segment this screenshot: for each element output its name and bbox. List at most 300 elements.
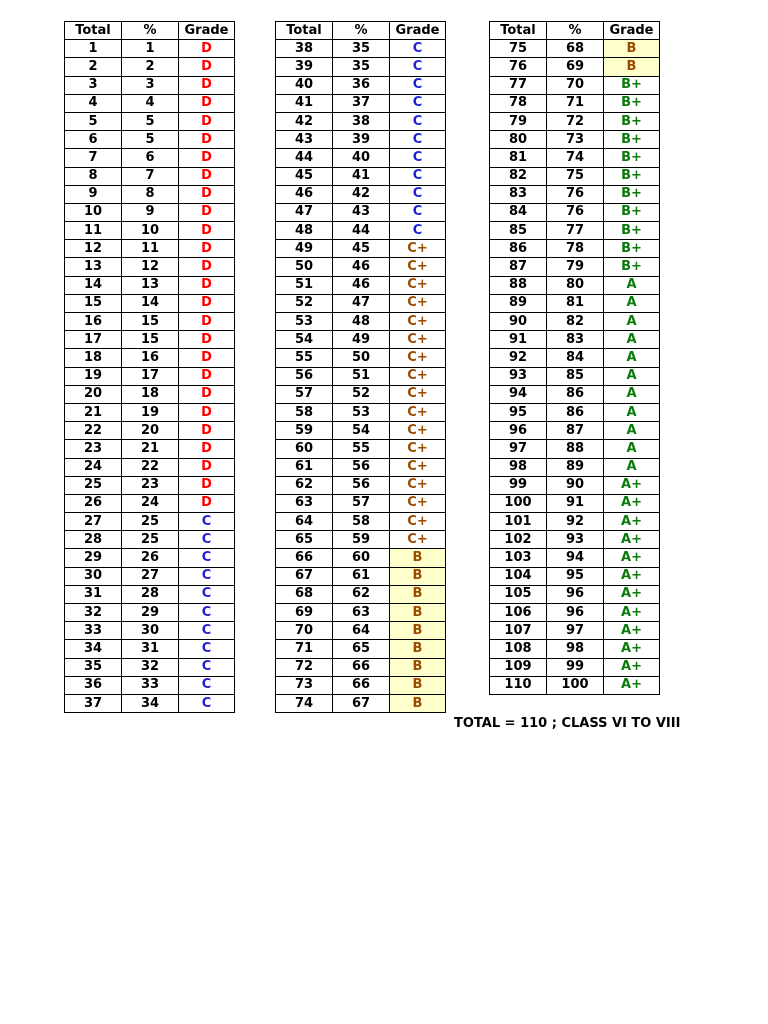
cell-grade: C [179, 622, 235, 640]
cell-percent: 43 [333, 203, 390, 221]
table-row [490, 549, 660, 567]
cell-percent: 16 [122, 349, 179, 367]
cell-total: 22 [65, 422, 122, 440]
table-row [490, 440, 660, 458]
cell-percent: 13 [122, 276, 179, 294]
cell-percent: 80 [547, 276, 604, 294]
cell-percent: 33 [122, 676, 179, 694]
cell-percent: 98 [547, 640, 604, 658]
cell-total: 27 [65, 513, 122, 531]
cell-grade: D [179, 422, 235, 440]
table-row [65, 149, 235, 167]
table-row [276, 513, 446, 531]
cell-total: 10 [65, 203, 122, 221]
cell-total: 102 [490, 531, 547, 549]
cell-total: 69 [276, 604, 333, 622]
cell-grade: C+ [390, 440, 446, 458]
cell-total: 23 [65, 440, 122, 458]
cell-grade: B [390, 622, 446, 640]
cell-percent: 26 [122, 549, 179, 567]
cell-total: 39 [276, 58, 333, 76]
cell-total: 28 [65, 531, 122, 549]
cell-grade: C [390, 203, 446, 221]
cell-grade: B+ [604, 149, 660, 167]
cell-grade: C [390, 112, 446, 130]
cell-total: 86 [490, 240, 547, 258]
cell-grade: C [390, 131, 446, 149]
cell-total: 12 [65, 240, 122, 258]
cell-grade: B+ [604, 203, 660, 221]
grade-table-3 [489, 21, 660, 695]
cell-grade: C+ [390, 422, 446, 440]
cell-percent: 90 [547, 476, 604, 494]
cell-percent: 10 [122, 222, 179, 240]
cell-percent: 55 [333, 440, 390, 458]
cell-percent: 29 [122, 604, 179, 622]
cell-percent: 52 [333, 385, 390, 403]
cell-grade: C [179, 640, 235, 658]
cell-total: 29 [65, 549, 122, 567]
cell-grade: D [179, 258, 235, 276]
table-row [65, 112, 235, 130]
table-row [276, 203, 446, 221]
table-row [65, 94, 235, 112]
table-row [65, 131, 235, 149]
header-grade: Grade [179, 22, 235, 40]
cell-percent: 56 [333, 476, 390, 494]
cell-percent: 97 [547, 622, 604, 640]
cell-total: 35 [65, 658, 122, 676]
table-row [276, 349, 446, 367]
cell-percent: 27 [122, 567, 179, 585]
table-row [276, 604, 446, 622]
cell-total: 14 [65, 276, 122, 294]
table-row [490, 567, 660, 585]
header-total: Total [490, 22, 547, 40]
cell-grade: C [179, 531, 235, 549]
table-row [490, 112, 660, 130]
cell-percent: 11 [122, 240, 179, 258]
cell-grade: D [179, 167, 235, 185]
table-row [65, 276, 235, 294]
cell-percent: 18 [122, 385, 179, 403]
grade-table-1 [64, 21, 235, 713]
cell-total: 53 [276, 313, 333, 331]
cell-grade: B+ [604, 222, 660, 240]
cell-grade: D [179, 276, 235, 294]
cell-percent: 44 [333, 222, 390, 240]
table-row [490, 458, 660, 476]
cell-total: 88 [490, 276, 547, 294]
cell-grade: B+ [604, 112, 660, 130]
table-row [65, 585, 235, 603]
cell-grade: D [179, 40, 235, 58]
cell-percent: 37 [333, 94, 390, 112]
cell-total: 9 [65, 185, 122, 203]
table-row [490, 604, 660, 622]
cell-percent: 96 [547, 585, 604, 603]
cell-percent: 47 [333, 294, 390, 312]
cell-grade: B+ [604, 76, 660, 94]
cell-percent: 39 [333, 131, 390, 149]
cell-total: 95 [490, 403, 547, 421]
cell-total: 94 [490, 385, 547, 403]
cell-total: 68 [276, 585, 333, 603]
cell-grade: C+ [390, 313, 446, 331]
cell-total: 58 [276, 403, 333, 421]
cell-percent: 73 [547, 131, 604, 149]
cell-percent: 1 [122, 40, 179, 58]
cell-grade: A+ [604, 531, 660, 549]
table-row [276, 622, 446, 640]
cell-percent: 62 [333, 585, 390, 603]
cell-total: 11 [65, 222, 122, 240]
cell-grade: C [179, 658, 235, 676]
table-row [276, 94, 446, 112]
table-row [490, 349, 660, 367]
header-total: Total [65, 22, 122, 40]
table-row [65, 694, 235, 712]
table-row [276, 167, 446, 185]
cell-percent: 91 [547, 494, 604, 512]
table-row [65, 458, 235, 476]
cell-grade: A [604, 294, 660, 312]
cell-total: 52 [276, 294, 333, 312]
cell-total: 2 [65, 58, 122, 76]
cell-percent: 41 [333, 167, 390, 185]
cell-grade: C [390, 76, 446, 94]
cell-percent: 69 [547, 58, 604, 76]
cell-grade: A [604, 276, 660, 294]
cell-grade: B [390, 640, 446, 658]
cell-percent: 6 [122, 149, 179, 167]
table-row [276, 313, 446, 331]
cell-grade: A+ [604, 604, 660, 622]
table-row [276, 185, 446, 203]
cell-total: 50 [276, 258, 333, 276]
cell-grade: D [179, 458, 235, 476]
table-row [276, 331, 446, 349]
cell-grade: B [604, 58, 660, 76]
cell-total: 3 [65, 76, 122, 94]
table-row [65, 513, 235, 531]
cell-total: 110 [490, 676, 547, 694]
cell-grade: D [179, 94, 235, 112]
cell-percent: 66 [333, 676, 390, 694]
cell-percent: 36 [333, 76, 390, 94]
cell-total: 104 [490, 567, 547, 585]
cell-grade: B [390, 549, 446, 567]
cell-grade: D [179, 76, 235, 94]
cell-total: 87 [490, 258, 547, 276]
cell-grade: C+ [390, 349, 446, 367]
cell-percent: 22 [122, 458, 179, 476]
cell-grade: C+ [390, 476, 446, 494]
cell-total: 34 [65, 640, 122, 658]
table-row [490, 640, 660, 658]
cell-grade: D [179, 494, 235, 512]
cell-total: 25 [65, 476, 122, 494]
cell-grade: C [390, 167, 446, 185]
table-row [276, 385, 446, 403]
table-row [65, 76, 235, 94]
cell-total: 82 [490, 167, 547, 185]
cell-total: 38 [276, 40, 333, 58]
table-row [65, 203, 235, 221]
header-row [276, 22, 446, 40]
cell-total: 77 [490, 76, 547, 94]
cell-total: 1 [65, 40, 122, 58]
cell-total: 36 [65, 676, 122, 694]
cell-total: 73 [276, 676, 333, 694]
table-row [276, 440, 446, 458]
table-row [490, 203, 660, 221]
cell-total: 57 [276, 385, 333, 403]
cell-percent: 28 [122, 585, 179, 603]
cell-total: 103 [490, 549, 547, 567]
cell-total: 18 [65, 349, 122, 367]
table-row [65, 567, 235, 585]
cell-percent: 9 [122, 203, 179, 221]
cell-percent: 46 [333, 258, 390, 276]
cell-percent: 54 [333, 422, 390, 440]
cell-grade: C [390, 185, 446, 203]
cell-percent: 99 [547, 658, 604, 676]
cell-grade: B [390, 567, 446, 585]
cell-total: 80 [490, 131, 547, 149]
cell-percent: 96 [547, 604, 604, 622]
cell-percent: 88 [547, 440, 604, 458]
cell-percent: 57 [333, 494, 390, 512]
cell-total: 13 [65, 258, 122, 276]
cell-percent: 60 [333, 549, 390, 567]
cell-total: 31 [65, 585, 122, 603]
table-row [276, 276, 446, 294]
table-row [65, 676, 235, 694]
cell-percent: 92 [547, 513, 604, 531]
cell-grade: A [604, 349, 660, 367]
cell-grade: B+ [604, 131, 660, 149]
cell-grade: C [390, 40, 446, 58]
cell-total: 105 [490, 585, 547, 603]
cell-total: 54 [276, 331, 333, 349]
table-row [65, 40, 235, 58]
table-row [65, 313, 235, 331]
cell-total: 17 [65, 331, 122, 349]
table-row [276, 494, 446, 512]
cell-total: 56 [276, 367, 333, 385]
cell-grade: A [604, 313, 660, 331]
cell-percent: 61 [333, 567, 390, 585]
cell-percent: 75 [547, 167, 604, 185]
cell-grade: C [179, 549, 235, 567]
cell-grade: D [179, 403, 235, 421]
cell-total: 75 [490, 40, 547, 58]
cell-total: 19 [65, 367, 122, 385]
table-row [490, 531, 660, 549]
cell-percent: 89 [547, 458, 604, 476]
cell-total: 84 [490, 203, 547, 221]
cell-total: 46 [276, 185, 333, 203]
cell-total: 71 [276, 640, 333, 658]
table-row [276, 658, 446, 676]
header-percent: % [333, 22, 390, 40]
table-row [490, 367, 660, 385]
cell-grade: D [179, 331, 235, 349]
cell-percent: 67 [333, 694, 390, 712]
cell-total: 21 [65, 403, 122, 421]
cell-total: 72 [276, 658, 333, 676]
cell-total: 55 [276, 349, 333, 367]
header-percent: % [122, 22, 179, 40]
cell-grade: C+ [390, 276, 446, 294]
cell-percent: 66 [333, 658, 390, 676]
cell-percent: 82 [547, 313, 604, 331]
cell-grade: C+ [390, 385, 446, 403]
cell-percent: 74 [547, 149, 604, 167]
cell-percent: 17 [122, 367, 179, 385]
cell-total: 67 [276, 567, 333, 585]
table-row [65, 385, 235, 403]
table-row [65, 476, 235, 494]
cell-percent: 94 [547, 549, 604, 567]
cell-percent: 38 [333, 112, 390, 130]
cell-total: 45 [276, 167, 333, 185]
cell-grade: D [179, 149, 235, 167]
cell-total: 65 [276, 531, 333, 549]
footer-note: TOTAL = 110 ; CLASS VI TO VIII [454, 716, 681, 731]
table-row [276, 367, 446, 385]
cell-total: 62 [276, 476, 333, 494]
cell-percent: 83 [547, 331, 604, 349]
table-row [490, 676, 660, 694]
cell-grade: C+ [390, 531, 446, 549]
cell-total: 97 [490, 440, 547, 458]
table-row [490, 167, 660, 185]
cell-grade: B+ [604, 185, 660, 203]
cell-grade: D [179, 203, 235, 221]
cell-grade: B+ [604, 258, 660, 276]
cell-percent: 40 [333, 149, 390, 167]
cell-total: 109 [490, 658, 547, 676]
table-row [65, 422, 235, 440]
cell-grade: C+ [390, 367, 446, 385]
table-row [276, 240, 446, 258]
cell-percent: 50 [333, 349, 390, 367]
table-row [490, 403, 660, 421]
table-row [276, 403, 446, 421]
cell-percent: 85 [547, 367, 604, 385]
header-grade: Grade [604, 22, 660, 40]
table-row [490, 40, 660, 58]
table-row [276, 694, 446, 712]
cell-grade: C [179, 694, 235, 712]
cell-total: 44 [276, 149, 333, 167]
cell-percent: 8 [122, 185, 179, 203]
table-row [490, 240, 660, 258]
cell-total: 70 [276, 622, 333, 640]
cell-percent: 70 [547, 76, 604, 94]
cell-percent: 24 [122, 494, 179, 512]
cell-grade: D [179, 476, 235, 494]
table-row [490, 58, 660, 76]
cell-grade: A+ [604, 476, 660, 494]
cell-grade: B+ [604, 94, 660, 112]
cell-percent: 14 [122, 294, 179, 312]
cell-percent: 84 [547, 349, 604, 367]
cell-total: 5 [65, 112, 122, 130]
cell-percent: 76 [547, 185, 604, 203]
table-row [65, 622, 235, 640]
cell-grade: C+ [390, 494, 446, 512]
cell-total: 41 [276, 94, 333, 112]
cell-total: 98 [490, 458, 547, 476]
cell-grade: C [390, 222, 446, 240]
cell-grade: D [179, 240, 235, 258]
cell-percent: 76 [547, 203, 604, 221]
cell-total: 61 [276, 458, 333, 476]
header-row [490, 22, 660, 40]
cell-grade: D [179, 367, 235, 385]
cell-percent: 53 [333, 403, 390, 421]
cell-percent: 21 [122, 440, 179, 458]
cell-grade: A+ [604, 658, 660, 676]
cell-grade: A [604, 458, 660, 476]
cell-grade: D [179, 58, 235, 76]
cell-grade: C [390, 58, 446, 76]
cell-percent: 5 [122, 131, 179, 149]
table-row [65, 240, 235, 258]
table-row [490, 385, 660, 403]
cell-percent: 95 [547, 567, 604, 585]
cell-total: 83 [490, 185, 547, 203]
cell-percent: 64 [333, 622, 390, 640]
cell-total: 6 [65, 131, 122, 149]
cell-total: 4 [65, 94, 122, 112]
cell-grade: A+ [604, 513, 660, 531]
table-row [276, 40, 446, 58]
table-row [490, 185, 660, 203]
cell-grade: D [179, 349, 235, 367]
cell-total: 59 [276, 422, 333, 440]
table-row [490, 294, 660, 312]
table-row [65, 331, 235, 349]
cell-total: 20 [65, 385, 122, 403]
cell-total: 33 [65, 622, 122, 640]
cell-grade: A [604, 331, 660, 349]
cell-total: 93 [490, 367, 547, 385]
cell-percent: 30 [122, 622, 179, 640]
cell-total: 47 [276, 203, 333, 221]
cell-grade: D [179, 131, 235, 149]
table-row [65, 604, 235, 622]
cell-grade: B [390, 604, 446, 622]
cell-total: 24 [65, 458, 122, 476]
cell-total: 107 [490, 622, 547, 640]
table-row [65, 222, 235, 240]
cell-percent: 42 [333, 185, 390, 203]
table-row [490, 331, 660, 349]
cell-grade: A+ [604, 585, 660, 603]
cell-percent: 93 [547, 531, 604, 549]
table-row [276, 131, 446, 149]
table-row [490, 258, 660, 276]
cell-percent: 72 [547, 112, 604, 130]
cell-percent: 35 [333, 40, 390, 58]
cell-percent: 15 [122, 331, 179, 349]
cell-grade: A [604, 440, 660, 458]
cell-grade: B [390, 585, 446, 603]
